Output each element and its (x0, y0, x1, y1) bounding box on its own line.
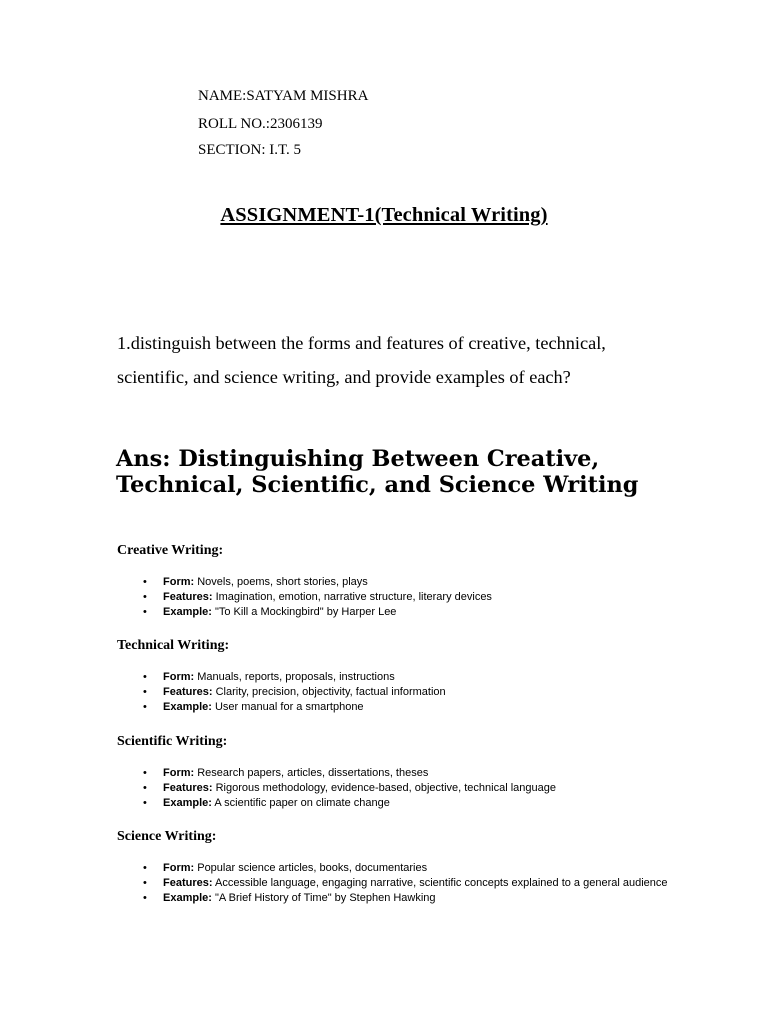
item-text: "To Kill a Mockingbird" by Harper Lee (211, 606, 397, 618)
bullet-icon: • (143, 797, 147, 809)
section-scientific-writing (117, 733, 677, 811)
section-title: Creative Writing: (117, 543, 224, 558)
student-name: NAME:SATYAM MISHRA (198, 88, 369, 104)
item-label: Form: (163, 671, 195, 683)
section-title: Technical Writing: (117, 638, 230, 653)
answer-heading: Ans: Distinguishing Between Creative, Technical, Scientific, and Science Writing (116, 446, 639, 498)
item-label: Features: (163, 686, 213, 698)
section-science-writing (117, 828, 677, 906)
list-item (117, 766, 677, 781)
list-item (117, 891, 677, 906)
list-item (117, 670, 677, 685)
item-label: Example: (163, 606, 212, 618)
list-item (117, 876, 677, 891)
list-item (117, 700, 677, 715)
bullet-icon: • (143, 701, 147, 713)
item-label: Features: (163, 782, 213, 794)
bullet-icon: • (143, 862, 147, 874)
bullet-list (117, 766, 677, 811)
bullet-icon: • (143, 782, 147, 794)
bullet-icon: • (143, 606, 147, 618)
item-text: "A Brief History of Time" by Stephen Hawking (211, 892, 436, 904)
list-item (117, 605, 677, 620)
class-section: SECTION: I.T. 5 (198, 142, 302, 158)
bullet-icon: • (143, 686, 147, 698)
section-creative-writing (117, 542, 677, 620)
roll-number: ROLL NO.:2306139 (198, 116, 323, 132)
item-label: Example: (163, 892, 212, 904)
bullet-icon: • (143, 576, 147, 588)
item-text: Popular science articles, books, documentaries (194, 862, 428, 874)
question-text: 1.distinguish between the forms and features of creative, technical, scientific, and science writing, and provide examples of each? (117, 333, 606, 387)
bullet-list (117, 861, 677, 906)
bullet-icon: • (143, 591, 147, 603)
list-item (117, 590, 677, 605)
item-label: Features: (163, 877, 213, 889)
item-text: Rigorous methodology, evidence-based, objective, technical language (212, 782, 556, 794)
section-title: Science Writing: (117, 829, 217, 844)
section-title: Scientific Writing: (117, 734, 228, 749)
bullet-icon: • (143, 767, 147, 779)
bullet-icon: • (143, 671, 147, 683)
assignment-title: ASSIGNMENT-1(Technical Writing) (220, 204, 548, 226)
item-label: Example: (163, 701, 212, 713)
item-label: Form: (163, 767, 195, 779)
list-item (117, 575, 677, 590)
item-label: Features: (163, 591, 213, 603)
bullet-list (117, 575, 677, 620)
bullet-icon: • (143, 892, 147, 904)
list-item (117, 781, 677, 796)
item-text: Clarity, precision, objectivity, factual information (212, 686, 446, 698)
list-item (117, 861, 677, 876)
item-text: Novels, poems, short stories, plays (194, 576, 368, 588)
item-text: A scientific paper on climate change (211, 797, 390, 809)
item-label: Form: (163, 862, 195, 874)
bullet-list (117, 670, 677, 715)
item-text: Manuals, reports, proposals, instructions (194, 671, 395, 683)
item-text: Imagination, emotion, narrative structure, literary devices (212, 591, 492, 603)
item-label: Form: (163, 576, 195, 588)
item-label: Example: (163, 797, 212, 809)
section-technical-writing (117, 637, 677, 715)
item-text: Accessible language, engaging narrative, scientific concepts explained to a general audience (212, 877, 668, 889)
list-item (117, 685, 677, 700)
bullet-icon: • (143, 877, 147, 889)
item-text: User manual for a smartphone (211, 701, 364, 713)
item-text: Research papers, articles, dissertations, theses (194, 767, 429, 779)
list-item (117, 796, 677, 811)
